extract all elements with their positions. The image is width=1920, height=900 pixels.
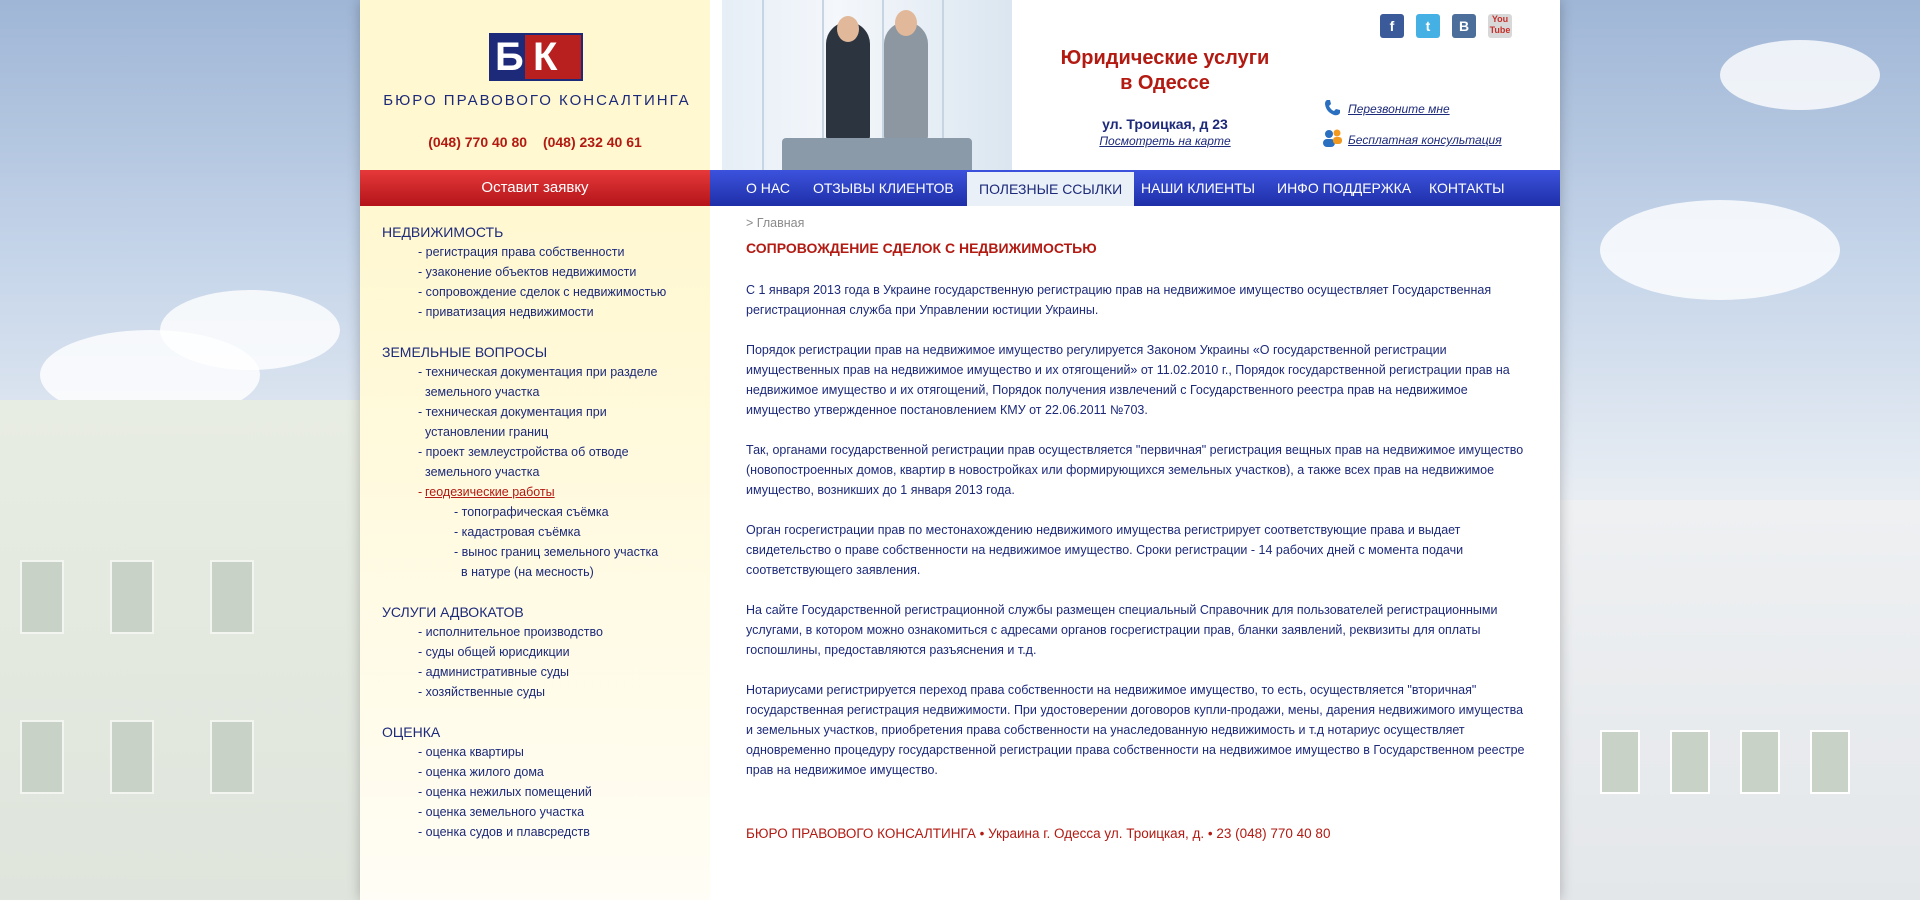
sidebar-dash: - [418, 485, 423, 499]
content-paragraph: С 1 января 2013 года в Украине государственную регистрацию прав на недвижимое имущество осуществляет Государственная регистрационная служба при Управлении юстиции Украины. [746, 283, 1492, 317]
facebook-icon[interactable]: f [1380, 14, 1404, 38]
sidebar-item[interactable]: - техническая документация при разделе [418, 365, 658, 379]
sidebar-item[interactable]: - административные суды [418, 665, 569, 679]
callback-link[interactable]: Перезвоните мне [1348, 102, 1450, 116]
sidebar-item[interactable]: установлении границ [425, 425, 549, 439]
nav-item-useful-links[interactable]: ПОЛЕЗНЫЕ ССЫЛКИ [967, 172, 1134, 206]
sidebar-section-title[interactable]: УСЛУГИ АДВОКАТОВ [382, 604, 524, 620]
sidebar-item[interactable]: - сопровождение сделок с недвижимостью [418, 285, 667, 299]
nav-item-info-support[interactable]: ИНФО ПОДДЕРЖКА [1277, 180, 1412, 196]
nav-item-about[interactable]: О НАС [746, 180, 791, 196]
content-paragraph: Порядок регистрации прав на недвижимое имущество регулируется Законом Украины «О государственной регистрации имущественных прав на недвижимое имущество и их отягощений» от 11.02.2010 г., Порядок государственной регистрации прав на недвижимое имущество и их отягощений, Порядок получения извлечений с Государственного реестра прав на недвижимое имущество утвержденное постановлением КМУ от 22.06.2011 №703. [746, 343, 1510, 417]
footer-text: БЮРО ПРАВОВОГО КОНСАЛТИНГА • Украина г. Одесса ул. Троицкая, д. • 23 (048) 770 40 80 [746, 826, 1331, 841]
sidebar-item[interactable]: - техническая документация при [418, 405, 607, 419]
page-title: СОПРОВОЖДЕНИЕ СДЕЛОК С НЕДВИЖИМОСТЬЮ [746, 240, 1097, 256]
sidebar-item[interactable]: - суды общей юрисдикции [418, 645, 570, 659]
sidebar-item[interactable]: - оценка квартиры [418, 745, 524, 759]
sidebar-item[interactable]: земельного участка [425, 385, 540, 399]
sidebar-item[interactable]: - оценка судов и плавсредств [418, 825, 590, 839]
header-phones [360, 134, 710, 150]
header-brand [360, 0, 710, 170]
phone-1: (048) 770 40 80 [428, 134, 528, 150]
sidebar-subitem[interactable]: - кадастровая съёмка [454, 525, 581, 539]
content-paragraph: На сайте Государственной регистрационной службы размещен специальный Справочник для пользователей регистрационными услугами, в котором можно ознакомиться с адресами органов госрегистрации прав, бланки заявлений, реквизиты для оплаты госпошлины, предоставляются разъяснения и т.д. [746, 603, 1498, 657]
sidebar-item[interactable]: - оценка земельного участка [418, 805, 585, 819]
header-photo [722, 0, 1012, 170]
sidebar-item[interactable]: - оценка жилого дома [418, 765, 544, 779]
sidebar-section-title[interactable]: ОЦЕНКА [382, 724, 441, 740]
twitter-icon[interactable]: t [1416, 14, 1440, 38]
logo-text: БЮРО ПРАВОВОГО КОНСАЛТИНГА [383, 92, 691, 109]
sidebar [360, 206, 710, 900]
main-nav [710, 170, 1560, 206]
nav-item-contacts[interactable]: КОНТАКТЫ [1429, 180, 1505, 196]
order-button[interactable]: Оставит заявку [360, 170, 710, 206]
content-paragraph: Орган госрегистрации прав по местонахождению недвижимого имущества регистрирует соответствующие права и выдает свидетельство о праве собственности на недвижимое имущество. Сроки регистрации - 14 рабочих дней с момента подачи соответствующего заявления. [746, 523, 1464, 577]
content-paragraph: Нотариусами регистрируется переход права собственности на недвижимое имущество, то есть, осуществляется "вторичная" государственная регистрация недвижимости. При удостоверении договоров купли-продажи, мены, дарения недвижимого имущества и земельных участков, приобретения права собственности на унаследованную недвижимость и т.д нотариус осуществляет одновременно процедуру государственной регистрации права собственности на недвижимое имущество в Государственном реестре прав на недвижимое имущество. [746, 683, 1525, 777]
breadcrumb[interactable]: > Главная [746, 216, 805, 230]
sidebar-subitem[interactable]: - топографическая съёмка [454, 505, 609, 519]
sidebar-item-active[interactable]: геодезические работы [425, 485, 555, 499]
youtube-icon[interactable]: You Tube [1488, 14, 1512, 38]
site-title: Юридические услуги в Одессе [1060, 47, 1270, 94]
nav-item-reviews[interactable]: ОТЗЫВЫ КЛИЕНТОВ [813, 180, 954, 196]
sidebar-item[interactable]: - проект землеустройства об отводе [418, 445, 629, 459]
sidebar-section-title[interactable]: НЕДВИЖИМОСТЬ [382, 224, 504, 240]
nav-item-clients[interactable]: НАШИ КЛИЕНТЫ [1141, 180, 1256, 196]
free-consultation-link[interactable]: Бесплатная консультация [1348, 133, 1502, 147]
sidebar-item[interactable]: - регистрация права собственности [418, 245, 625, 259]
sidebar-item[interactable]: - исполнительное производство [418, 625, 603, 639]
users-icon [1322, 128, 1342, 148]
sidebar-subitem[interactable]: - вынос границ земельного участка [454, 545, 659, 559]
map-link[interactable]: Посмотреть на карте [1099, 134, 1231, 148]
vkontakte-icon[interactable]: B [1452, 14, 1476, 38]
phone-2: (048) 232 40 61 [542, 134, 642, 150]
sidebar-item[interactable]: - оценка нежилых помещений [418, 785, 592, 799]
sidebar-section-title[interactable]: ЗЕМЕЛЬНЫЕ ВОПРОСЫ [382, 344, 548, 360]
page-container [360, 0, 1560, 900]
address: ул. Троицкая, д 23 [1102, 116, 1228, 132]
sidebar-subitem[interactable]: в натуре (на месность) [461, 565, 594, 579]
logo[interactable]: Б К [489, 33, 583, 81]
sidebar-item[interactable]: - хозяйственные суды [418, 685, 546, 699]
phone-icon [1322, 98, 1342, 118]
sidebar-item[interactable]: - приватизация недвижимости [418, 305, 594, 319]
sidebar-item[interactable]: земельного участка [425, 465, 540, 479]
sidebar-item[interactable]: - узаконение объектов недвижимости [418, 265, 637, 279]
content-paragraph: Так, органами государственной регистрации прав осуществляется "первичная" регистрация вещных прав на недвижимое имущество (новопостроенных домов, квартир в новостройках или формирующихся земельных участков), а также всех прав на недвижимое имущество, возникших до 1 января 2013 года. [746, 443, 1524, 497]
